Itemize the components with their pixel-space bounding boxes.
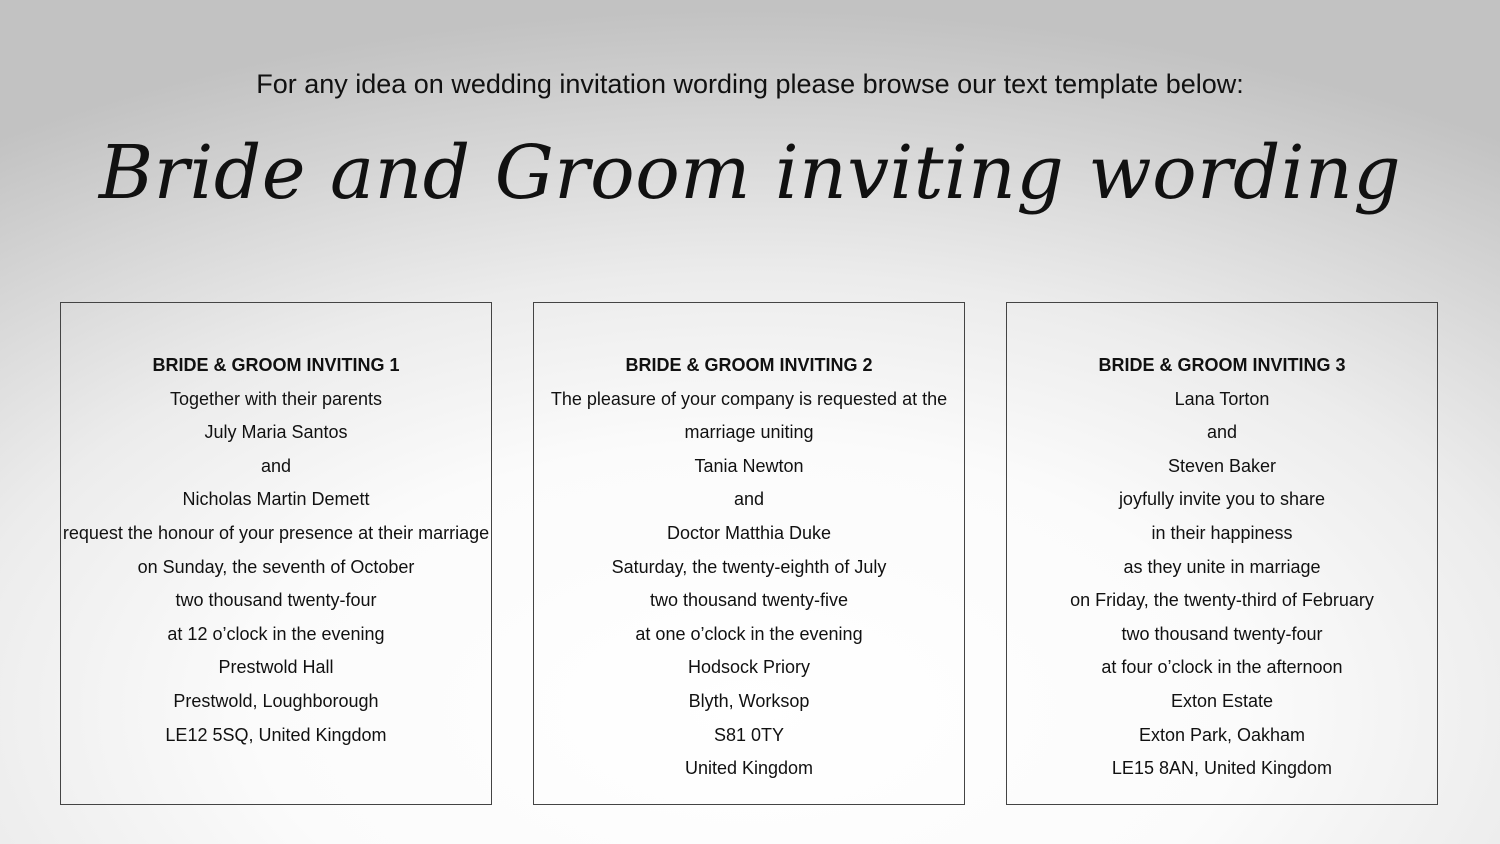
card-title: BRIDE & GROOM INVITING 1 <box>152 355 400 375</box>
card-line: Lana Torton <box>1174 388 1270 409</box>
card-line: two thousand twenty-four <box>1121 623 1323 644</box>
card-line: Blyth, Worksop <box>688 690 810 711</box>
card-line: and <box>733 489 765 510</box>
card-line: Exton Park, Oakham <box>1138 724 1306 745</box>
card-line: two thousand twenty-five <box>649 590 849 611</box>
card-line: LE15 8AN, United Kingdom <box>1111 758 1333 779</box>
card-line: The pleasure of your company is requested at the <box>550 388 948 409</box>
card-line: on Sunday, the seventh of October <box>137 556 415 577</box>
card-line: marriage uniting <box>684 422 814 443</box>
card-line: Together with their parents <box>169 388 383 409</box>
card-line: at one o’clock in the evening <box>635 623 863 644</box>
card-line: in their happiness <box>1151 522 1293 543</box>
card-line: two thousand twenty-four <box>175 590 377 611</box>
card-line: Exton Estate <box>1170 690 1274 711</box>
card-line: Doctor Matthia Duke <box>666 522 832 543</box>
card-line: joyfully invite you to share <box>1118 489 1326 510</box>
page-title: Bride and Groom inviting wording <box>98 130 1402 216</box>
card-title: BRIDE & GROOM INVITING 2 <box>625 355 873 375</box>
card-line: Saturday, the twenty-eighth of July <box>611 556 887 577</box>
card-title: BRIDE & GROOM INVITING 3 <box>1098 355 1346 375</box>
card-line: United Kingdom <box>684 758 814 779</box>
card-line: LE12 5SQ, United Kingdom <box>165 724 387 745</box>
card-line: at four o’clock in the afternoon <box>1101 657 1343 678</box>
card-line: at 12 o’clock in the evening <box>167 623 385 644</box>
card-line: Tania Newton <box>694 455 804 476</box>
card-line: Prestwold, Loughborough <box>173 690 379 711</box>
card-line: July Maria Santos <box>204 422 348 443</box>
card-line: and <box>260 455 292 476</box>
card-line: on Friday, the twenty-third of February <box>1070 590 1374 611</box>
card-line: Prestwold Hall <box>218 657 334 678</box>
card-line: Steven Baker <box>1167 455 1277 476</box>
card-line: S81 0TY <box>713 724 785 745</box>
card-line: request the honour of your presence at their marriage <box>62 522 490 543</box>
wording-card-3 <box>1006 302 1438 805</box>
wording-card-1 <box>60 302 492 805</box>
card-line: as they unite in marriage <box>1123 556 1321 577</box>
wording-card-2 <box>533 302 965 805</box>
card-line: and <box>1206 422 1238 443</box>
card-line: Hodsock Priory <box>687 657 811 678</box>
card-line: Nicholas Martin Demett <box>182 489 370 510</box>
intro-text: For any idea on wedding invitation wording please browse our text template below: <box>256 69 1244 99</box>
